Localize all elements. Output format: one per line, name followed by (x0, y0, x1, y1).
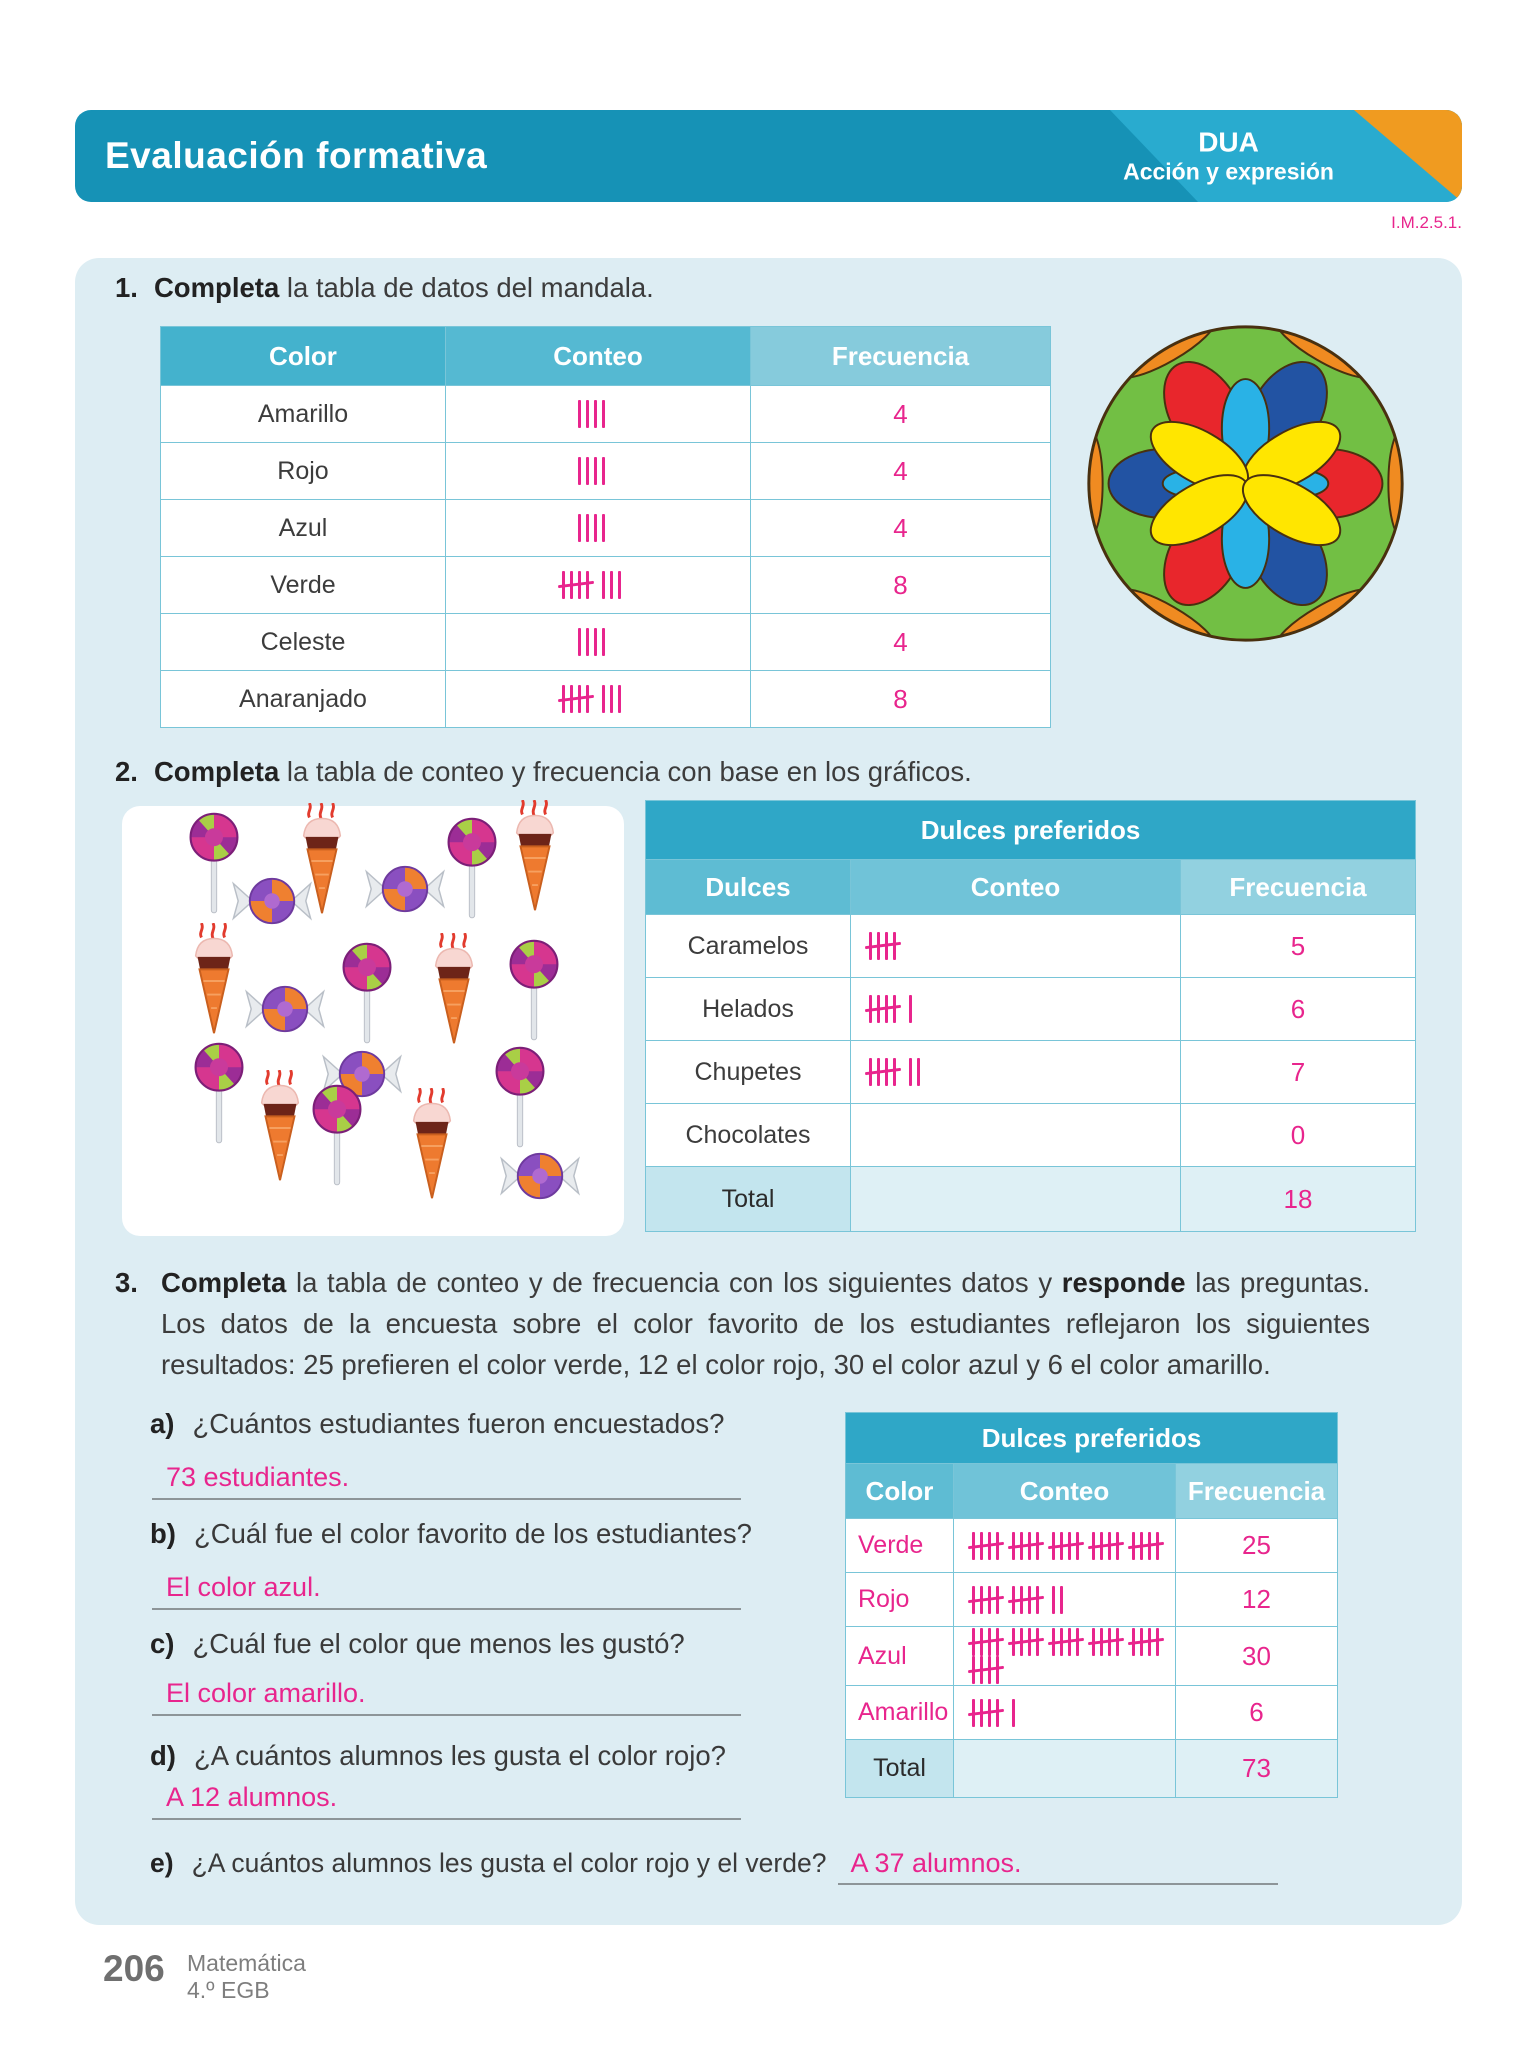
tally-group-of-five (1012, 1586, 1042, 1614)
frequency-value: 4 (751, 500, 1051, 557)
answer-b: El color azul. (152, 1572, 741, 1610)
question-e: e) ¿A cuántos alumnos les gusta el color rojo y el verde? A 37 alumnos. (150, 1848, 1278, 1885)
table-row (646, 978, 1416, 1041)
question-a: a) ¿Cuántos estudiantes fueron encuestados? (150, 1408, 725, 1439)
tally-group-of-five (562, 571, 592, 599)
row-label: Anaranjado (161, 671, 446, 728)
table-row (161, 443, 1051, 500)
tally-group-of-five (1092, 1628, 1122, 1656)
frequency-value: 5 (1181, 915, 1416, 978)
table-row (646, 1104, 1416, 1167)
tally-group-of-five (869, 995, 899, 1023)
exercise1-number: 1. (115, 272, 138, 303)
table-row (846, 1627, 1338, 1686)
table-row (161, 671, 1051, 728)
tally-singles (909, 995, 917, 1023)
total-label: Total (846, 1740, 954, 1798)
row-label: Amarillo (846, 1686, 954, 1740)
page-title: Evaluación formativa (105, 135, 488, 176)
tally-cell (851, 1104, 1181, 1167)
table-title: Dulces preferidos (646, 801, 1416, 860)
table-title-row (646, 801, 1416, 860)
answer-c: El color amarillo. (152, 1678, 741, 1716)
exercise3-instruction: 3. Completa la tabla de conteo y de frecuencia con los siguientes datos y responde las preguntas. Los datos de la encuesta sobre el color favorito de los estudiantes reflejaron los siguientes resultados: 25 prefieren el color verde, 12 el color rojo, 30 el color azul y 6 el color amarillo. (115, 1262, 1370, 1385)
question-c: c) ¿Cuál fue el color que menos les gustó? (150, 1628, 685, 1659)
tally-cell (954, 1627, 1176, 1686)
column-header: Conteo (851, 860, 1181, 915)
total-row (846, 1740, 1338, 1798)
answer-d: A 12 alumnos. (152, 1782, 741, 1820)
table-row (161, 386, 1051, 443)
tally-cell (851, 915, 1181, 978)
column-header: Frecuencia (1181, 860, 1416, 915)
table-header-row (161, 327, 1051, 386)
tally-singles (578, 400, 610, 428)
row-label: Amarillo (161, 386, 446, 443)
exercise3-number: 3. (115, 1267, 138, 1298)
tally-singles (1012, 1699, 1020, 1727)
row-label: Verde (161, 557, 446, 614)
candy-picture (122, 806, 624, 1236)
tally-singles (578, 514, 610, 542)
frequency-value: 25 (1176, 1519, 1338, 1573)
frequency-value: 8 (751, 557, 1051, 614)
tally-group-of-five (869, 932, 899, 960)
tally-cell (954, 1519, 1176, 1573)
question-d: d) ¿A cuántos alumnos les gusta el color rojo? (150, 1740, 726, 1771)
frequency-value: 7 (1181, 1041, 1416, 1104)
row-label: Rojo (161, 443, 446, 500)
tally-group-of-five (1132, 1628, 1162, 1656)
table-row (646, 915, 1416, 978)
table-header-row (646, 860, 1416, 915)
ice-cream-cone-icon (293, 803, 351, 919)
tally-singles (602, 685, 626, 713)
tally-group-of-five (972, 1586, 1002, 1614)
table-header-row (846, 1464, 1338, 1519)
lollipop-icon (507, 939, 561, 1047)
ice-cream-cone-icon (403, 1088, 461, 1204)
tally-cell (851, 978, 1181, 1041)
frequency-value: 6 (1181, 978, 1416, 1041)
lollipop-icon (445, 817, 499, 925)
tally-group-of-five (972, 1628, 1002, 1656)
tally-cell (851, 1041, 1181, 1104)
column-header: Frecuencia (1176, 1464, 1338, 1519)
tally-singles (602, 571, 626, 599)
mandala-image (1078, 316, 1413, 651)
ice-cream-cone-icon (506, 800, 564, 916)
row-label: Helados (646, 978, 851, 1041)
table-row (846, 1686, 1338, 1740)
tally-group-of-five (1012, 1628, 1042, 1656)
table-row (161, 557, 1051, 614)
table-row (161, 614, 1051, 671)
tally-singles (909, 1058, 925, 1086)
row-label: Azul (161, 500, 446, 557)
tally-singles (578, 628, 610, 656)
total-frequency: 73 (1176, 1740, 1338, 1798)
colors-frequency-table (845, 1412, 1338, 1798)
frequency-value: 30 (1176, 1627, 1338, 1686)
tally-cell (446, 443, 751, 500)
total-label: Total (646, 1167, 851, 1232)
row-label: Rojo (846, 1573, 954, 1627)
tally-singles (578, 457, 610, 485)
frequency-value: 8 (751, 671, 1051, 728)
tally-cell (446, 557, 751, 614)
frequency-value: 12 (1176, 1573, 1338, 1627)
tally-cell (954, 1573, 1176, 1627)
row-label: Verde (846, 1519, 954, 1573)
dua-block (1123, 127, 1334, 186)
total-tally-cell (851, 1167, 1181, 1232)
lollipop-icon (310, 1084, 364, 1192)
total-frequency: 18 (1181, 1167, 1416, 1232)
exercise1-instruction: 1. Completa la tabla de datos del mandala. (115, 272, 654, 303)
dua-subtitle: Acción y expresión (1123, 158, 1334, 185)
tally-group-of-five (1132, 1532, 1162, 1560)
wrapped-candy-icon (360, 861, 450, 917)
frequency-value: 4 (751, 443, 1051, 500)
column-header: Color (846, 1464, 954, 1519)
wrapped-candy-icon (495, 1148, 585, 1204)
page-number: 206 (103, 1948, 165, 1989)
sweets-frequency-table (645, 800, 1416, 1232)
lollipop-icon (192, 1042, 246, 1150)
tally-cell (446, 386, 751, 443)
tally-group-of-five (1052, 1532, 1082, 1560)
table-title: Dulces preferidos (846, 1413, 1338, 1464)
lollipop-icon (493, 1046, 547, 1154)
tally-group-of-five (1012, 1532, 1042, 1560)
header-bar (75, 110, 1462, 202)
answer-e: A 37 alumnos. (838, 1848, 1278, 1885)
table-row (646, 1041, 1416, 1104)
ice-cream-cone-icon (425, 933, 483, 1049)
tally-singles (1052, 1586, 1068, 1614)
total-tally-cell (954, 1740, 1176, 1798)
table-row (846, 1519, 1338, 1573)
table-row (161, 500, 1051, 557)
wrapped-candy-icon (240, 981, 330, 1037)
column-header: Conteo (446, 327, 751, 386)
frequency-value: 6 (1176, 1686, 1338, 1740)
tally-group-of-five (972, 1532, 1002, 1560)
row-label: Celeste (161, 614, 446, 671)
lollipop-icon (340, 942, 394, 1050)
frequency-value: 4 (751, 614, 1051, 671)
tally-cell (446, 500, 751, 557)
mandala-frequency-table (160, 326, 1051, 728)
tally-group-of-five (972, 1699, 1002, 1727)
table-row (846, 1573, 1338, 1627)
tally-cell (954, 1686, 1176, 1740)
frequency-value: 0 (1181, 1104, 1416, 1167)
column-header: Color (161, 327, 446, 386)
exercise2-number: 2. (115, 756, 138, 787)
frequency-value: 4 (751, 386, 1051, 443)
exercise2-instruction: 2. Completa la tabla de conteo y frecuencia con base en los gráficos. (115, 756, 972, 787)
tally-cell (446, 614, 751, 671)
tally-group-of-five (972, 1656, 1002, 1684)
row-label: Caramelos (646, 915, 851, 978)
tally-group-of-five (869, 1058, 899, 1086)
standard-code: I.M.2.5.1. (1391, 213, 1462, 232)
column-header: Dulces (646, 860, 851, 915)
row-label: Azul (846, 1627, 954, 1686)
book-label: Matemática 4.º EGB (187, 1950, 306, 2003)
column-header: Conteo (954, 1464, 1176, 1519)
column-header: Frecuencia (751, 327, 1051, 386)
row-label: Chocolates (646, 1104, 851, 1167)
ice-cream-cone-icon (185, 923, 243, 1039)
row-label: Chupetes (646, 1041, 851, 1104)
tally-cell (446, 671, 751, 728)
tally-group-of-five (562, 685, 592, 713)
dua-title: DUA (1198, 126, 1259, 158)
answer-a: 73 estudiantes. (152, 1462, 741, 1500)
tally-group-of-five (1052, 1628, 1082, 1656)
ice-cream-cone-icon (251, 1070, 309, 1186)
table-title-row (846, 1413, 1338, 1464)
tally-group-of-five (1092, 1532, 1122, 1560)
question-b: b) ¿Cuál fue el color favorito de los estudiantes? (150, 1518, 752, 1549)
total-row (646, 1167, 1416, 1232)
